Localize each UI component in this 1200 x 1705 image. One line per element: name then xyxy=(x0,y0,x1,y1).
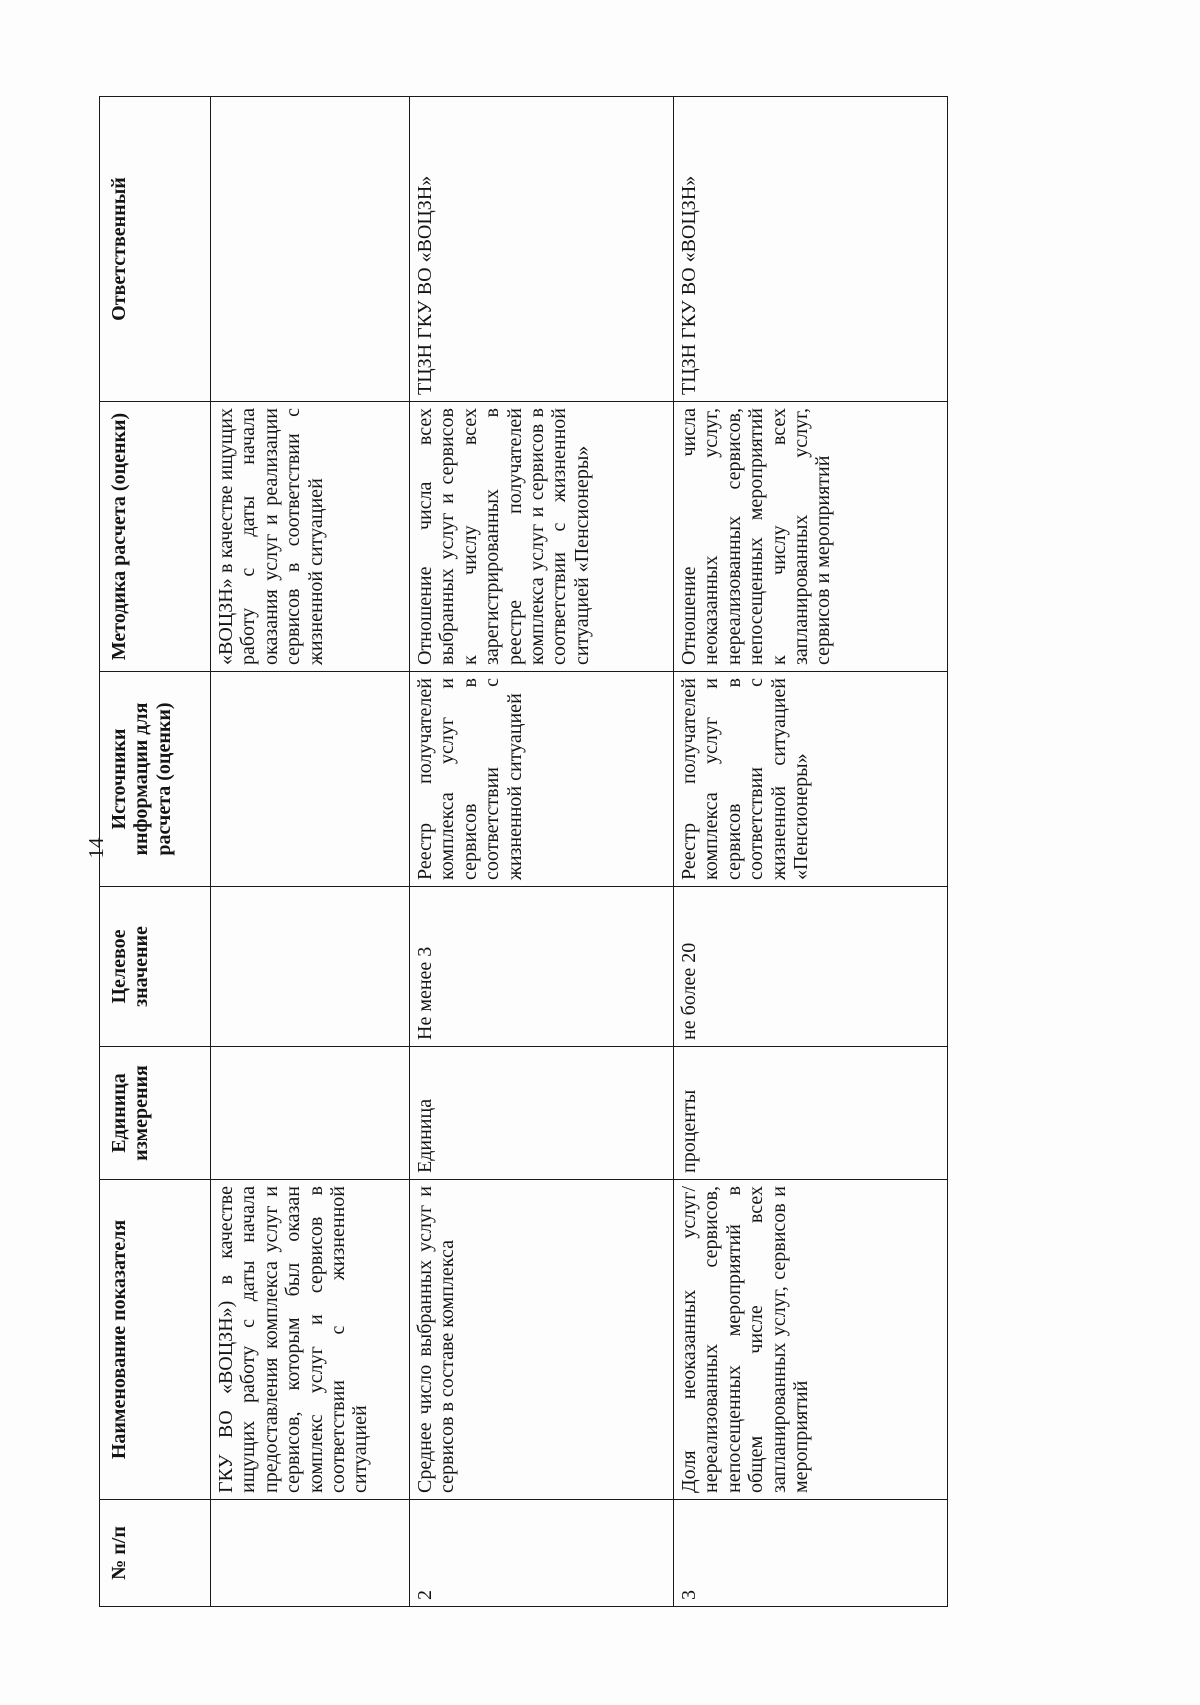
header-target-value: Целевое значение xyxy=(100,887,211,1047)
cell-number: 3 xyxy=(674,1500,948,1607)
cell-responsible: ТЦЗН ГКУ ВО «ВОЦЗН» xyxy=(410,97,674,402)
cell-method: Отношение числа всех выбранных услуг и сервисов к числу всех зарегистрированных в реестре получателей комплекса услуг и сервисов в соответствии с жизненной ситуацией «Пенсионеры» xyxy=(410,402,674,672)
cell-method: Отношение числа неоказанных услуг, нереализованных сервисов, непосещенных мероприятий к числу всех запланированных услуг, сервисов и мероприятий xyxy=(674,402,948,672)
cell-responsible xyxy=(211,97,410,402)
header-responsible: Ответственный xyxy=(100,97,211,402)
rotated-table-container xyxy=(99,97,1099,1607)
cell-target-value xyxy=(211,887,410,1047)
cell-unit: Единица xyxy=(410,1047,674,1180)
header-number: № п/п xyxy=(100,1500,211,1607)
table-header-row xyxy=(100,97,211,1607)
header-indicator-name: Наименование показателя xyxy=(100,1180,211,1500)
cell-target-value: не более 20 xyxy=(674,887,948,1047)
table-row xyxy=(674,97,948,1607)
indicators-table xyxy=(99,96,948,1607)
header-method: Методика расчета (оценки) xyxy=(100,402,211,672)
table-row xyxy=(211,97,410,1607)
table-row xyxy=(410,97,674,1607)
cell-number: 2 xyxy=(410,1500,674,1607)
cell-indicator-name: Среднее число выбранных услуг и сервисов в составе комплекса xyxy=(410,1180,674,1500)
cell-target-value: Не менее 3 xyxy=(410,887,674,1047)
cell-responsible: ТЦЗН ГКУ ВО «ВОЦЗН» xyxy=(674,97,948,402)
header-info-source: Источники информации для расчета (оценки) xyxy=(100,672,211,887)
cell-method: «ВОЦЗН» в качестве ищущих работу с даты начала оказания услуг и реализации сервисов в соответствии с жизненной ситуацией xyxy=(211,402,410,672)
cell-indicator-name: Доля неоказанных услуг/нереализованных сервисов, непосещенных мероприятий в общем числе всех запланированных услуг, сервисов и мероприятий xyxy=(674,1180,948,1500)
cell-info-source: Реестр получателей комплекса услуг и сервисов в соответствии с жизненной ситуацией «Пенсионеры» xyxy=(674,672,948,887)
cell-info-source: Реестр получателей комплекса услуг и сервисов в соответствии с жизненной ситуацией xyxy=(410,672,674,887)
cell-indicator-name: ГКУ ВО «ВОЦЗН») в качестве ищущих работу с даты начала предоставления комплекса услуг и сервисов, которым был оказан комплекс услуг и сервисов в соответствии с жизненной ситуацией xyxy=(211,1180,410,1500)
cell-info-source xyxy=(211,672,410,887)
cell-unit xyxy=(211,1047,410,1180)
page-number: 14 xyxy=(84,837,108,859)
cell-unit: проценты xyxy=(674,1047,948,1180)
cell-number xyxy=(211,1500,410,1607)
header-unit: Единица измерения xyxy=(100,1047,211,1180)
